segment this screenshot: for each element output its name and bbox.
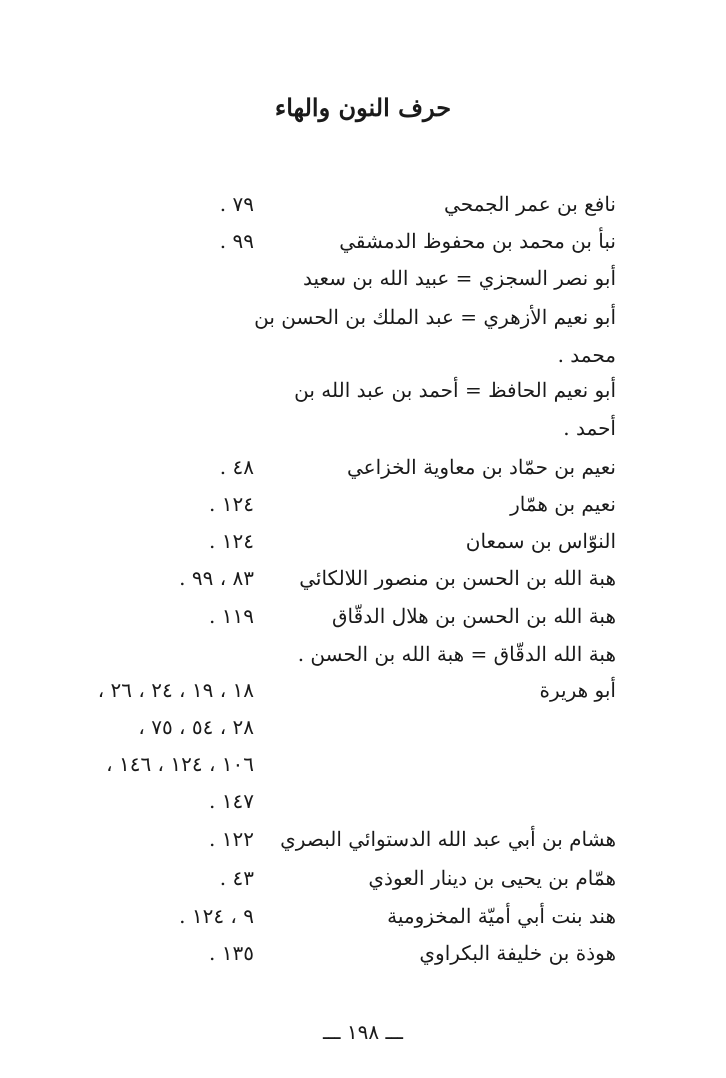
index-entry-name: أبو هريرة — [539, 678, 616, 702]
index-entry-name: نافع بن عمر الجمحي — [444, 192, 616, 216]
index-entry-refs: ١٣٥ . — [209, 941, 254, 965]
index-entry-name: هبة الله بن الحسن بن هلال الدقّاق — [332, 604, 616, 628]
index-entry-refs: ١١٩ . — [209, 604, 254, 628]
index-entry-name: أبو نصر السجزي = عبيد الله بن سعيد — [303, 266, 616, 290]
index-entry-refs: ٤٨ . — [219, 455, 254, 479]
index-entry-refs: ٨٣ ، ٩٩ . — [179, 566, 254, 590]
index-entry-name-continued: محمد . — [557, 343, 616, 367]
index-entry-name: النوّاس بن سمعان — [465, 529, 616, 553]
page-number: ـــ ١٩٨ ـــ — [322, 1020, 404, 1044]
index-entry-refs: ٤٣ . — [219, 866, 254, 890]
index-entry-name: نعيم بن همّار — [510, 492, 616, 516]
index-entry-refs: ١٢٤ . — [209, 492, 254, 516]
index-entry-refs-continued: ١٠٦ ، ١٢٤ ، ١٤٦ ، — [106, 752, 254, 776]
index-entry-name: نعيم بن حمّاد بن معاوية الخزاعي — [346, 455, 616, 479]
index-entry-name: هبة الله الدقّاق = هبة الله بن الحسن . — [297, 642, 616, 666]
index-entry-name-continued: أحمد . — [563, 416, 616, 440]
index-entry-refs: ٩٩ . — [219, 229, 254, 253]
index-entry-name: همّام بن يحيى بن دينار العوذي — [368, 866, 616, 890]
index-entry-name: أبو نعيم الأزهري = عبد الملك بن الحسن بن — [254, 305, 616, 329]
index-entry-name: أبو نعيم الحافظ = أحمد بن عبد الله بن — [294, 378, 616, 402]
index-entry-name: هبة الله بن الحسن بن منصور اللالكائي — [299, 566, 616, 590]
index-entry-name: هند بنت أبي أميّة المخزومية — [387, 904, 616, 928]
index-entry-refs: ١٨ ، ١٩ ، ٢٤ ، ٢٦ ، — [97, 678, 254, 702]
index-entry-refs: ٩ ، ١٢٤ . — [179, 904, 254, 928]
index-entry-name: هوذة بن خليفة البكراوي — [419, 941, 616, 965]
index-entry-refs: ٧٩ . — [219, 192, 254, 216]
index-entry-refs-continued: ٢٨ ، ٥٤ ، ٧٥ ، — [138, 715, 254, 739]
index-entry-refs: ١٢٤ . — [209, 529, 254, 553]
index-entry-name: هشام بن أبي عبد الله الدستوائي البصري — [280, 827, 616, 851]
index-entry-name: نبأ بن محمد بن محفوظ الدمشقي — [339, 229, 616, 253]
section-heading: حرف النون والهاء — [274, 93, 452, 122]
index-entry-refs: ١٢٢ . — [209, 827, 254, 851]
index-entry-refs-continued: ١٤٧ . — [209, 789, 254, 813]
